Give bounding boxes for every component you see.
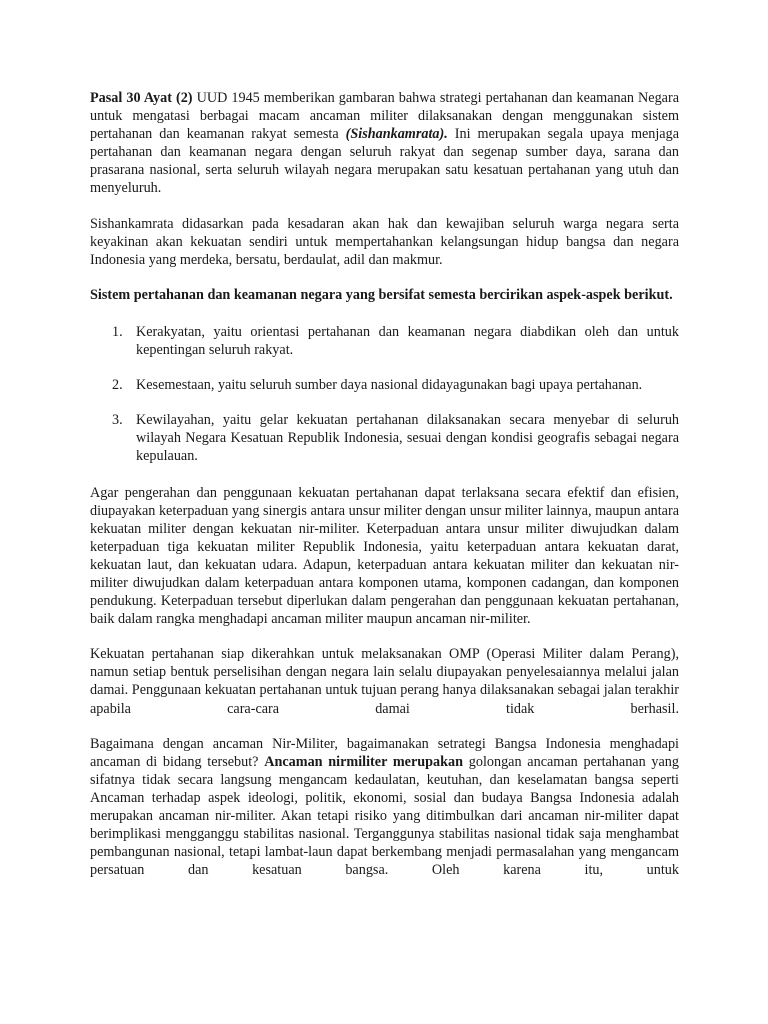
paragraph-integration: Agar pengerahan dan penggunaan kekuatan pertahanan dapat terlaksana secara efektif dan efisien, diupayakan keterpaduan yang sinergis antara unsur militer dengan unsur militer lainnya, maupun antara kekuatan militer dengan kekuatan nir-militer. Keterpaduan antara unsur militer diwujudkan dalam keterpaduan tiga kekuatan militer Republik Indonesia, yaitu keterpaduan antara kekuatan darat, kekuatan laut, dan kekuatan udara. Adapun, keterpaduan antara kekuatan militer dan kekuatan nir-militer diwujudkan dalam keterpaduan antara komponen utama, komponen cadangan, dan komponen pendukung. Keterpaduan tersebut diperlukan dalam pengerahan dan penggunaan kekuatan pertahanan, baik dalam rangka menghadapi ancaman militer maupun ancaman nir-militer. bbox=[90, 484, 679, 628]
list-number: 2. bbox=[112, 377, 123, 394]
pasal-reference: Pasal 30 Ayat (2) bbox=[90, 90, 193, 106]
paragraph-text: Ini merupakan segala upaya menjaga pertahanan dan keamanan negara dengan seluruh rakyat dan segenap sumber daya, sarana dan prasarana nasional, serta seluruh wilayah negara merupakan satu kesatuan pertahanan yang utuh dan menyeluruh. bbox=[90, 126, 679, 197]
paragraph-text: UUD 1945 memberikan gambaran bahwa strategi pertahanan dan keamanan Negara untuk mengatasi berbagai macam ancaman militer dilaksanakan dengan menggunakan sistem pertahanan dan keamanan rakyat semesta bbox=[90, 90, 679, 143]
aspects-list bbox=[90, 323, 679, 466]
paragraph-text: golongan ancaman pertahanan yang sifatnya tidak secara langsung mengancam kedaulatan, keutuhan, dan keselamatan bangsa seperti Ancaman terhadap aspek ideologi, politik, ekonomi, sosial dan budaya Bangsa Indonesia adalah merupakan ancaman nir-militer. Akan tetapi risiko yang ditimbulkan dari ancaman nir-militer dapat berimplikasi mengganggu stabilitas nasional. Terganggunya stabilitas nasional tidak saja menghambat pembangunan nasional, tetapi lambat-laun dapat berkembang menjadi permasalahan yang mengancam persatuan dan kesatuan bangsa. Oleh karena itu, untuk bbox=[90, 753, 679, 879]
nirmiliter-term: Ancaman nirmiliter merupakan bbox=[264, 753, 464, 770]
paragraph-nir-militer bbox=[90, 735, 679, 880]
paragraph-pasal-30 bbox=[90, 89, 679, 198]
list-number: 1. bbox=[112, 323, 123, 340]
list-item-text: Kesemestaan, yaitu seluruh sumber daya nasional didayagunakan bagi upaya pertahanan. bbox=[136, 377, 643, 394]
paragraph-text: Bagaimana dengan ancaman Nir-Militer, bagaimanakan setrategi Bangsa Indonesia menghadapi ancaman di bidang tersebut? bbox=[90, 735, 679, 770]
list-number: 3. bbox=[112, 412, 123, 429]
list-item-text: Kewilayahan, yaitu gelar kekuatan pertahanan dilaksanakan secara menyebar di seluruh wilayah Negara Kesatuan Republik Indonesia, sesuai dengan kondisi geografis sebagai negara kepulauan. bbox=[136, 412, 679, 465]
document-page bbox=[90, 89, 679, 896]
sishankamrata-term: (Sishankamrata). bbox=[345, 126, 448, 143]
paragraph-omp: Kekuatan pertahanan siap dikerahkan untuk melaksanakan OMP (Operasi Militer dalam Perang), namun setiap bentuk perselisihan dengan negara lain selalu diupayakan penyelesaiannya melalui jalan damai. Penggunaan kekuatan pertahanan untuk tujuan perang hanya dilaksanakan sebagai jalan terakhir apabila cara-cara damai tidak berhasil. bbox=[90, 646, 679, 717]
list-item bbox=[90, 323, 679, 359]
aspects-heading: Sistem pertahanan dan keamanan negara yang bersifat semesta bercirikan aspek-aspek berikut. bbox=[90, 286, 673, 303]
list-item-text: Kerakyatan, yaitu orientasi pertahanan dan keamanan negara diabdikan oleh dan untuk kepentingan seluruh rakyat. bbox=[136, 323, 679, 359]
paragraph-sishankamrata-basis: Sishankamrata didasarkan pada kesadaran akan hak dan kewajiban seluruh warga negara serta keyakinan akan kekuatan sendiri untuk mempertahankan kelangsungan hidup bangsa dan negara Indonesia yang merdeka, bersatu, berdaulat, adil dan makmur. bbox=[90, 215, 679, 268]
list-item bbox=[90, 411, 679, 465]
list-item bbox=[90, 376, 679, 394]
